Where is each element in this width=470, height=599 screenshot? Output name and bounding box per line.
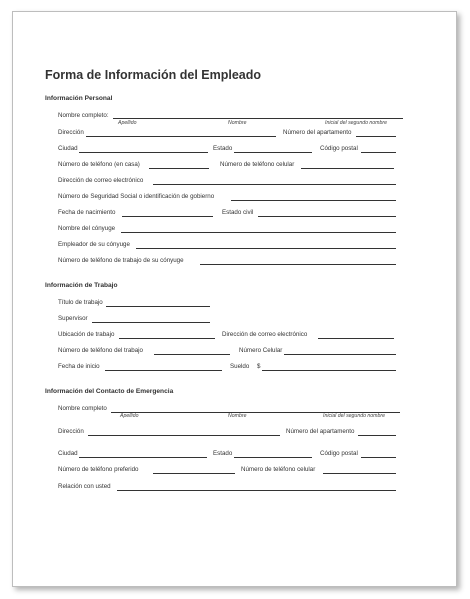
home-phone-line[interactable]: [149, 168, 209, 169]
first-name-caption: Nombre: [228, 120, 247, 126]
cell-phone-label: Número de teléfono celular: [220, 161, 295, 168]
emergency-middle-initial-caption: Inicial del segundo nombre: [323, 413, 386, 419]
spouse-name-line[interactable]: [121, 232, 396, 233]
apartment-label: Número del apartamento: [283, 129, 352, 136]
emergency-preferred-phone-label: Número de teléfono preferido: [58, 466, 139, 473]
salary-label: Sueldo: [230, 363, 250, 370]
marital-status-line[interactable]: [258, 216, 396, 217]
address-line[interactable]: [86, 136, 276, 137]
section-job-heading: Información de Trabajo: [45, 282, 118, 289]
relationship-label: Relación con usted: [58, 483, 111, 490]
spouse-name-label: Nombre del cónyuge: [58, 225, 116, 232]
emergency-apartment-label: Número del apartamento: [286, 428, 355, 435]
spouse-employer-label: Empleador de su cónyuge: [58, 241, 130, 248]
zip-line[interactable]: [361, 152, 396, 153]
spouse-employer-line[interactable]: [136, 248, 396, 249]
supervisor-line[interactable]: [92, 322, 210, 323]
cell-phone-line[interactable]: [301, 168, 394, 169]
section-emergency-heading: Información del Contacto de Emergencia: [45, 388, 174, 395]
state-line[interactable]: [234, 152, 312, 153]
work-phone-label: Número de teléfono del trabajo: [58, 347, 143, 354]
salary-dollar-sign: $: [257, 363, 261, 370]
job-title-label: Título de trabajo: [58, 299, 103, 306]
full-name-label: Nombre completo:: [58, 112, 109, 119]
emergency-preferred-phone-line[interactable]: [153, 473, 235, 474]
emergency-zip-line[interactable]: [361, 457, 396, 458]
emergency-last-name-caption: Apellido: [120, 413, 139, 419]
birth-date-label: Fecha de nacimiento: [58, 209, 116, 216]
start-date-line[interactable]: [105, 370, 222, 371]
zip-label: Código postal: [320, 145, 358, 152]
emergency-zip-label: Código postal: [320, 450, 358, 457]
work-cell-label: Número Celular: [239, 347, 283, 354]
spouse-work-phone-label: Número de teléfono de trabajo de su cónyuge: [58, 257, 184, 264]
birth-date-line[interactable]: [122, 216, 213, 217]
emergency-cell-phone-line[interactable]: [323, 473, 396, 474]
emergency-city-label: Ciudad: [58, 450, 78, 457]
work-cell-line[interactable]: [284, 354, 396, 355]
emergency-city-line[interactable]: [79, 457, 207, 458]
emergency-state-line[interactable]: [234, 457, 312, 458]
work-phone-line[interactable]: [154, 354, 230, 355]
marital-status-label: Estado civil: [222, 209, 254, 216]
ssn-label: Número de Seguridad Social o identificación de gobierno: [58, 193, 215, 200]
emergency-first-name-caption: Nombre: [228, 413, 247, 419]
work-location-label: Ubicación de trabajo: [58, 331, 115, 338]
work-email-line[interactable]: [318, 338, 394, 339]
full-name-line[interactable]: [113, 118, 403, 119]
address-label: Dirección: [58, 129, 84, 136]
last-name-caption: Apellido: [118, 120, 137, 126]
emergency-state-label: Estado: [213, 450, 233, 457]
supervisor-label: Supervisor: [58, 315, 88, 322]
form-title: Forma de Información del Empleado: [45, 68, 262, 82]
ssn-line[interactable]: [231, 200, 396, 201]
spouse-work-phone-line[interactable]: [200, 264, 396, 265]
state-label: Estado: [213, 145, 233, 152]
work-location-line[interactable]: [119, 338, 215, 339]
emergency-full-name-label: Nombre completo: [58, 405, 107, 412]
job-title-line[interactable]: [106, 306, 210, 307]
emergency-address-line[interactable]: [88, 435, 280, 436]
start-date-label: Fecha de inicio: [58, 363, 100, 370]
email-line[interactable]: [153, 184, 396, 185]
emergency-apartment-line[interactable]: [358, 435, 396, 436]
city-line[interactable]: [79, 152, 208, 153]
emergency-address-label: Dirección: [58, 428, 84, 435]
email-label: Dirección de correo electrónico: [58, 177, 144, 184]
section-personal-heading: Información Personal: [45, 95, 113, 102]
apartment-line[interactable]: [356, 136, 396, 137]
relationship-line[interactable]: [117, 490, 396, 491]
work-email-label: Dirección de correo electrónico: [222, 331, 308, 338]
salary-line[interactable]: [262, 370, 396, 371]
middle-initial-caption: Inicial del segundo nombre: [325, 120, 388, 126]
city-label: Ciudad: [58, 145, 78, 152]
home-phone-label: Número de teléfono (en casa): [58, 161, 140, 168]
emergency-cell-phone-label: Número de teléfono celular: [241, 466, 316, 473]
